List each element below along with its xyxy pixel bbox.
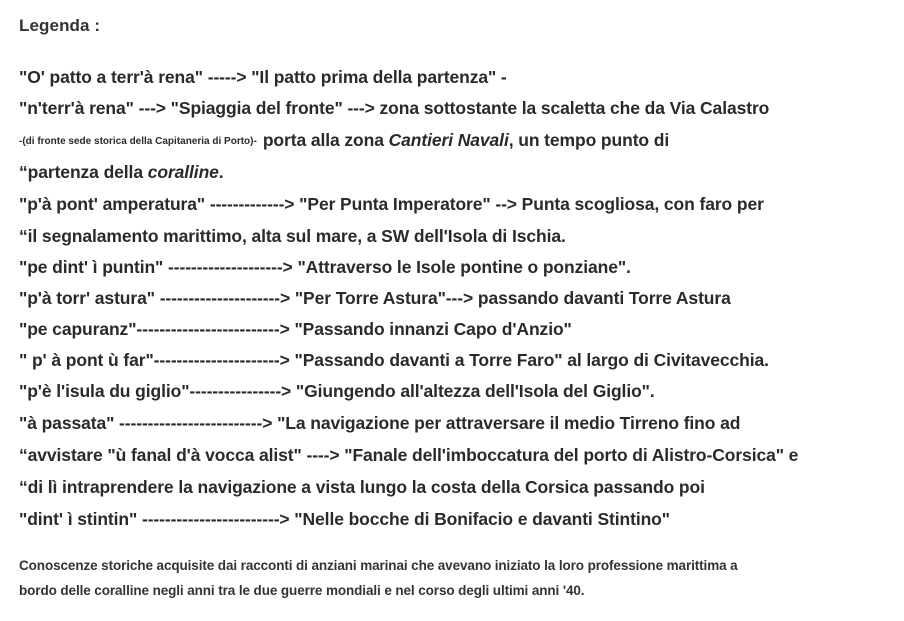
footnote-line: bordo delle coralline negli anni tra le due guerre mondiali e nel corso degli ultimi anni '40. bbox=[19, 583, 585, 598]
legend-line: " p' à pont ù far"----------------------> "Passando davanti a Torre Faro" al largo di Civitavecchia. bbox=[19, 350, 769, 370]
legend-line: “avvistare "ù fanal d'à vocca alist" ----> "Fanale dell'imboccatura del porto di Alistro-Corsica" e bbox=[19, 445, 799, 465]
legend-line: "pe capuranz"-------------------------> "Passando innanzi Capo d'Anzio" bbox=[19, 319, 572, 339]
legend-heading: Legenda : bbox=[19, 16, 101, 35]
legend-line: "p'è l'isula du giglio"----------------> "Giungendo all'altezza dell'Isola del Giglio". bbox=[19, 381, 655, 401]
line-text: porta alla zona bbox=[262, 130, 389, 150]
legend-line: "O' patto a terr'à rena" -----> "Il patto prima della partenza" - bbox=[19, 67, 507, 87]
legend-line: “di lì intraprendere la navigazione a vista lungo la costa della Corsica passando poi bbox=[19, 477, 705, 497]
italic-text: coralline bbox=[147, 162, 219, 182]
legend-line: “il segnalamento marittimo, alta sul mare, a SW dell'Isola di Ischia. bbox=[19, 226, 566, 246]
line-text: , un tempo punto di bbox=[508, 130, 670, 150]
italic-text: Cantieri Navali bbox=[388, 130, 509, 150]
legend-line: "p'à torr' astura" ---------------------> "Per Torre Astura"---> passando davanti Torre Astura bbox=[19, 288, 731, 308]
legend-line bbox=[19, 130, 669, 151]
legend-line: "p'à pont' amperatura" -------------> "Per Punta Imperatore" --> Punta scogliosa, con faro per bbox=[19, 194, 764, 214]
line-text: . bbox=[218, 162, 224, 182]
small-note: -(di fronte sede storica della Capitaneria di Porto)- bbox=[19, 136, 257, 147]
line-text: “partenza della bbox=[19, 162, 148, 182]
footnote-line: Conoscenze storiche acquisite dai racconti di anziani marinai che avevano iniziato la loro professione marittima a bbox=[19, 558, 738, 573]
legend-line: "dint' ì stintin" ------------------------> "Nelle bocche di Bonifacio e davanti Stintino" bbox=[19, 509, 670, 529]
legend-line: "à passata" -------------------------> "La navigazione per attraversare il medio Tirreno fino ad bbox=[19, 413, 741, 433]
legend-line bbox=[19, 162, 224, 183]
legend-line: "pe dint' ì puntin" --------------------> "Attraverso le Isole pontine o ponziane". bbox=[19, 257, 631, 277]
legend-line: "n'terr'à rena" ---> "Spiaggia del fronte" ---> zona sottostante la scaletta che da Via Calastro bbox=[19, 98, 770, 118]
